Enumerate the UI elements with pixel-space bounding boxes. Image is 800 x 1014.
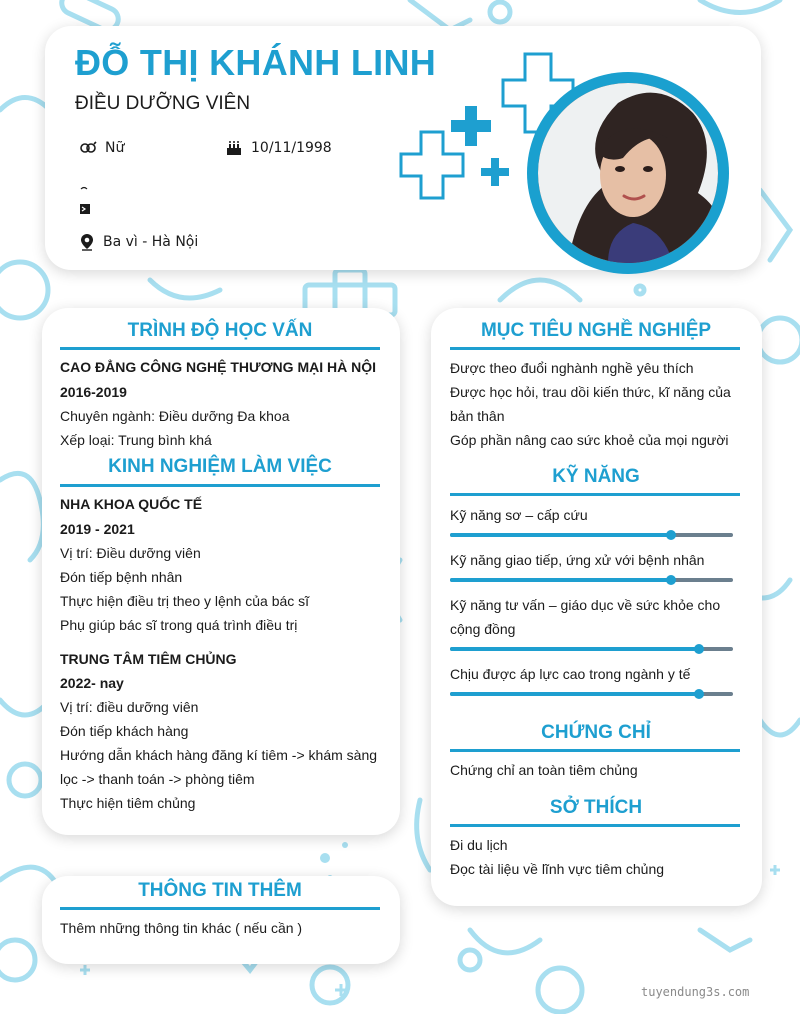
education-experience-card	[42, 308, 400, 835]
skill-bar	[450, 692, 733, 696]
skill-bar-knob	[694, 644, 704, 654]
education-grade: Xếp loại: Trung bình khá	[60, 432, 212, 448]
experience-title: KINH NGHIỆM LÀM VIỆC	[108, 456, 332, 477]
skill-label: cộng đồng	[450, 621, 516, 637]
education-title: TRÌNH ĐỘ HỌC VẤN	[127, 320, 313, 341]
dob-value: 10/11/1998	[251, 140, 332, 156]
avatar	[527, 72, 729, 274]
gender-value: Nữ	[105, 140, 125, 156]
email-icon	[79, 203, 91, 215]
phone-icon	[79, 186, 89, 190]
address-info	[79, 233, 198, 251]
job-line: Hướng dẫn khách hàng đăng kí tiêm -> khám sàng	[60, 747, 378, 763]
education-period: 2016-2019	[60, 384, 127, 400]
job-line: Vị trí: điều dưỡng viên	[60, 699, 199, 715]
skill-bar	[450, 578, 733, 582]
gender-info	[79, 140, 124, 156]
profile-header-card	[45, 26, 761, 270]
job-period: 2022- nay	[60, 675, 124, 691]
objective-skills-card	[431, 308, 762, 906]
objective-line: Góp phần nâng cao sức khoẻ của mọi người	[450, 432, 729, 448]
hobbies-title: SỞ THÍCH	[549, 797, 643, 818]
job-line: Phụ giúp bác sĩ trong quá trình điều trị	[60, 617, 298, 633]
skill-label: Kỹ năng sơ – cấp cứu	[450, 507, 588, 523]
skill-bar-fill	[450, 647, 699, 651]
education-divider	[60, 347, 380, 350]
extra-info-card	[42, 876, 400, 964]
experience-divider	[60, 484, 380, 487]
hobby-item: Đọc tài liệu về lĩnh vực tiêm chủng	[450, 861, 665, 877]
job-line: Đón tiếp khách hàng	[60, 723, 189, 739]
skills-title: KỸ NĂNG	[552, 466, 640, 487]
education-major: Chuyên ngành: Điều dưỡng Đa khoa	[60, 408, 290, 424]
skill-bar-fill	[450, 692, 699, 696]
objective-divider	[450, 347, 740, 350]
certificates-title: CHỨNG CHỈ	[541, 722, 651, 743]
phone-info	[79, 186, 97, 190]
job-line: Vị trí: Điều dưỡng viên	[60, 545, 201, 561]
skill-bar	[450, 533, 733, 537]
extra-text: Thêm những thông tin khác ( nếu cần )	[60, 920, 303, 936]
objective-line: Được học hỏi, trau dồi kiến thức, kĩ năng của	[450, 384, 731, 400]
job-line: lọc -> thanh toán -> phòng tiêm	[60, 771, 255, 787]
certificates-divider	[450, 749, 740, 752]
candidate-name: ĐỖ THỊ KHÁNH LINH	[75, 42, 437, 83]
skill-bar-knob	[694, 689, 704, 699]
job-period: 2019 - 2021	[60, 521, 135, 537]
job-title: ĐIỀU DƯỠNG VIÊN	[75, 93, 251, 114]
education-school: CAO ĐẲNG CÔNG NGHỆ THƯƠNG MẠI HÀ NỘI	[60, 359, 376, 375]
objective-title: MỤC TIÊU NGHỀ NGHIỆP	[480, 320, 712, 341]
job-line: Đón tiếp bệnh nhân	[60, 569, 183, 585]
job-company: NHA KHOA QUỐC TẾ	[60, 496, 203, 512]
dob-info	[225, 140, 332, 156]
extra-title: THÔNG TIN THÊM	[138, 880, 302, 901]
skill-label: Kỹ năng giao tiếp, ứng xử với bệnh nhân	[450, 552, 705, 568]
skill-label: Kỹ năng tư vấn – giáo dục về sức khỏe cho	[450, 597, 721, 613]
hobbies-divider	[450, 824, 740, 827]
skill-bar-fill	[450, 578, 671, 582]
address-value: Ba vì - Hà Nội	[103, 234, 199, 250]
objective-line: Được theo đuổi nghành nghề yêu thích	[450, 360, 694, 376]
portrait-illustration	[538, 83, 718, 263]
email-info	[79, 203, 99, 215]
extra-divider	[60, 907, 380, 910]
job-line: Thực hiện tiêm chủng	[60, 795, 196, 811]
job-line: Thực hiện điều trị theo y lệnh của bác sĩ	[60, 593, 310, 609]
profile-photo	[538, 83, 718, 263]
skill-label: Chịu được áp lực cao trong ngành y tế	[450, 666, 691, 682]
gender-icon	[79, 141, 97, 155]
watermark: tuyendung3s.com	[641, 985, 750, 999]
skill-bar	[450, 647, 733, 651]
cake-icon	[225, 140, 243, 156]
hobby-item: Đi du lịch	[450, 837, 508, 853]
objective-line: bản thân	[450, 408, 505, 424]
certificate-item: Chứng chỉ an toàn tiêm chủng	[450, 762, 638, 778]
job-company: TRUNG TÂM TIÊM CHỦNG	[60, 651, 237, 667]
skill-bar-knob	[666, 530, 676, 540]
location-icon	[79, 233, 95, 251]
skill-bar-knob	[666, 575, 676, 585]
skills-divider	[450, 493, 740, 496]
skill-bar-fill	[450, 533, 671, 537]
